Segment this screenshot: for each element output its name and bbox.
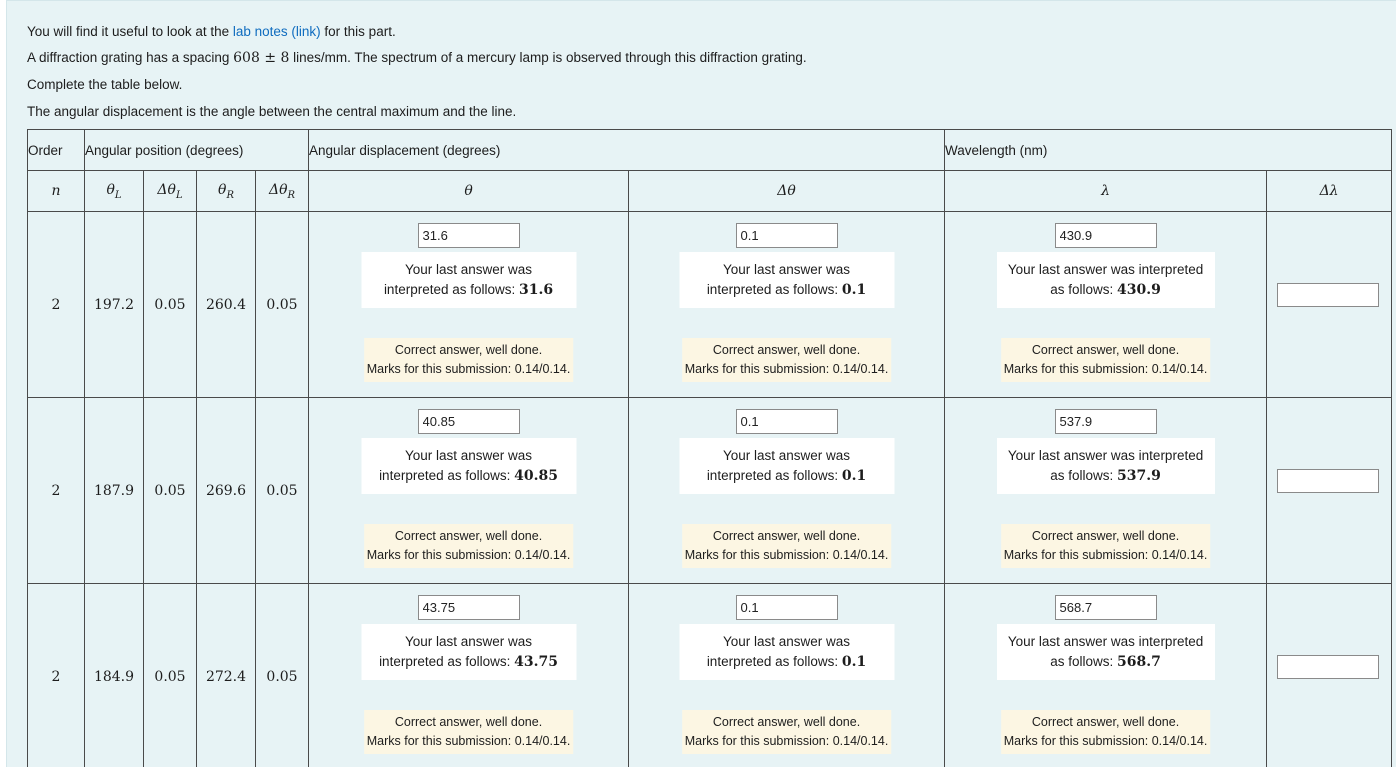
theta-l-cell: 197.2 [85,212,144,398]
theta-input[interactable] [418,595,520,620]
symbol-text: θ [106,181,115,198]
table-row [28,212,1392,398]
delta-theta-l-cell: 0.05 [144,398,197,584]
delta-theta-l-cell: 0.05 [144,584,197,767]
feedback-marks-text: Marks for this submission: 0.14/0.14. [1003,548,1208,562]
interpretation-box [997,252,1215,308]
lambda-input[interactable] [1055,595,1157,620]
delta-lambda-answer-cell [1267,398,1392,584]
delta-theta-r-cell: 0.05 [256,398,309,584]
interpreted-value: 0.1 [841,282,867,298]
feedback-marks-text: Marks for this submission: 0.14/0.14. [1003,362,1208,376]
answer-block [945,212,1266,397]
symbol-theta-l [85,171,144,212]
header-wavelength: Wavelength (nm) [945,130,1392,171]
interpretation-box [679,252,894,308]
grating-spacing-value: 608 ± 8 [233,50,290,66]
interpretation-box [361,252,576,308]
delta-theta-input[interactable] [736,595,838,620]
theta-l-cell: 187.9 [85,398,144,584]
interpreted-value: 430.9 [1117,282,1161,298]
answer-block [629,212,944,397]
feedback-marks-text: Marks for this submission: 0.14/0.14. [366,548,571,562]
intro-text: You will find it useful to look at the [27,24,233,39]
question-panel [6,0,1396,767]
answer-block [309,398,628,583]
interpretation-box [997,624,1215,680]
answer-block [309,212,628,397]
symbol-theta-r [197,171,256,212]
feedback-box [1001,524,1211,568]
feedback-correct-text: Correct answer, well done. [712,715,861,729]
table-header-row [28,130,1392,171]
answer-block [945,398,1266,583]
answer-block [1267,584,1391,767]
feedback-marks-text: Marks for this submission: 0.14/0.14. [1003,734,1208,748]
answer-block [1267,398,1391,583]
header-order: Order [28,130,85,171]
intro-line-instructions: Complete the table below. [27,77,183,92]
interpreted-value: 40.85 [514,468,558,484]
answer-block [945,584,1266,767]
theta-r-cell: 260.4 [197,212,256,398]
delta-lambda-answer-cell [1267,212,1392,398]
interpreted-value: 31.6 [519,282,554,298]
header-angular-displacement: Angular displacement (degrees) [309,130,945,171]
delta-theta-input[interactable] [736,409,838,434]
feedback-marks-text: Marks for this submission: 0.14/0.14. [684,548,889,562]
interpretation-text: Your last answer was [722,448,851,463]
feedback-correct-text: Correct answer, well done. [394,529,543,543]
feedback-box [364,710,574,754]
feedback-correct-text: Correct answer, well done. [394,715,543,729]
symbol-delta-theta-l [144,171,197,212]
symbol-text: Δθ [157,181,176,198]
answer-block [309,584,628,767]
feedback-box [364,524,574,568]
feedback-correct-text: Correct answer, well done. [1031,715,1180,729]
feedback-correct-text: Correct answer, well done. [394,343,543,357]
theta-answer-cell [309,212,629,398]
interpretation-text: interpreted as follows: [706,654,842,669]
feedback-correct-text: Correct answer, well done. [712,529,861,543]
delta-lambda-input[interactable] [1277,283,1379,307]
delta-lambda-input[interactable] [1277,655,1379,679]
delta-theta-input[interactable] [736,223,838,248]
lambda-input[interactable] [1055,223,1157,248]
interpretation-text: interpreted as follows: [379,654,515,669]
interpretation-text: Your last answer was [404,262,533,277]
feedback-correct-text: Correct answer, well done. [1031,529,1180,543]
intro-text: for this part. [320,24,396,39]
interpretation-box [679,624,894,680]
interpreted-value: 43.75 [514,654,558,670]
lab-notes-link[interactable]: lab notes (link) [232,24,321,39]
feedback-box [364,338,574,382]
symbol-subscript: L [114,189,122,201]
symbol-subscript: L [175,189,183,201]
symbol-subscript: R [226,189,234,201]
feedback-marks-text: Marks for this submission: 0.14/0.14. [366,734,571,748]
interpretation-text: as follows: [1050,654,1118,669]
table-body [28,212,1392,767]
theta-l-cell: 184.9 [85,584,144,767]
symbol-n: n [28,171,85,212]
theta-r-cell: 269.6 [197,398,256,584]
symbol-delta-theta-r [256,171,309,212]
interpretation-text: Your last answer was interpreted [1007,262,1204,277]
interpreted-value: 0.1 [841,468,867,484]
interpretation-text: Your last answer was [404,634,533,649]
interpretation-text: Your last answer was interpreted [1007,634,1204,649]
symbol-subscript: R [287,189,296,201]
symbol-text: θ [218,181,227,198]
feedback-marks-text: Marks for this submission: 0.14/0.14. [684,734,889,748]
results-table [27,129,1392,767]
interpretation-text: interpreted as follows: [379,468,515,483]
delta-theta-r-cell: 0.05 [256,584,309,767]
delta-theta-answer-cell [629,584,945,767]
delta-theta-answer-cell [629,398,945,584]
intro-text: A diffraction grating has a spacing [27,50,234,65]
interpretation-text: Your last answer was [404,448,533,463]
interpreted-value: 0.1 [841,654,867,670]
interpretation-text: Your last answer was [722,634,851,649]
feedback-box [1001,338,1211,382]
interpretation-text: interpreted as follows: [706,468,842,483]
feedback-box [682,524,892,568]
lambda-input[interactable] [1055,409,1157,434]
intro-line-lab-notes [27,23,396,41]
answer-block [1267,212,1391,397]
header-angular-position: Angular position (degrees) [85,130,309,171]
lambda-answer-cell [945,584,1267,767]
intro-line-grating [27,49,807,67]
order-cell: 2 [28,584,85,767]
symbol-delta-theta: Δθ [629,171,945,212]
delta-lambda-input[interactable] [1277,469,1379,493]
delta-theta-answer-cell [629,212,945,398]
feedback-correct-text: Correct answer, well done. [1031,343,1180,357]
intro-text: lines/mm. The spectrum of a mercury lamp is observed through this diffraction grating. [289,50,807,65]
answer-block [629,398,944,583]
feedback-marks-text: Marks for this submission: 0.14/0.14. [684,362,889,376]
intro-line-definition: The angular displacement is the angle between the central maximum and the line. [27,104,517,119]
interpretation-text: interpreted as follows: [383,282,520,297]
symbol-delta-lambda: Δλ [1267,171,1392,212]
interpretation-box [361,624,576,680]
feedback-box [682,710,892,754]
delta-lambda-answer-cell [1267,584,1392,767]
interpretation-box [997,438,1215,494]
order-cell: 2 [28,212,85,398]
table-symbol-row [28,171,1392,212]
interpretation-box [679,438,894,494]
theta-input[interactable] [418,409,520,434]
symbol-lambda: λ [945,171,1267,212]
delta-theta-l-cell: 0.05 [144,212,197,398]
interpreted-value: 568.7 [1117,654,1161,670]
lambda-answer-cell [945,398,1267,584]
interpretation-text: as follows: [1050,282,1118,297]
interpretation-text: Your last answer was [722,262,851,277]
theta-input[interactable] [418,223,520,248]
symbol-text: Δθ [268,181,288,198]
feedback-correct-text: Correct answer, well done. [712,343,861,357]
interpreted-value: 537.9 [1117,468,1161,484]
interpretation-text: as follows: [1050,468,1118,483]
table-row [28,398,1392,584]
feedback-marks-text: Marks for this submission: 0.14/0.14. [366,362,571,376]
symbol-theta: θ [309,171,629,212]
feedback-box [1001,710,1211,754]
theta-answer-cell [309,398,629,584]
feedback-box [682,338,892,382]
answer-block [629,584,944,767]
table-row [28,584,1392,767]
order-cell: 2 [28,398,85,584]
delta-theta-r-cell: 0.05 [256,212,309,398]
lambda-answer-cell [945,212,1267,398]
interpretation-box [361,438,576,494]
interpretation-text: interpreted as follows: [706,282,842,297]
theta-answer-cell [309,584,629,767]
theta-r-cell: 272.4 [197,584,256,767]
interpretation-text: Your last answer was interpreted [1007,448,1204,463]
